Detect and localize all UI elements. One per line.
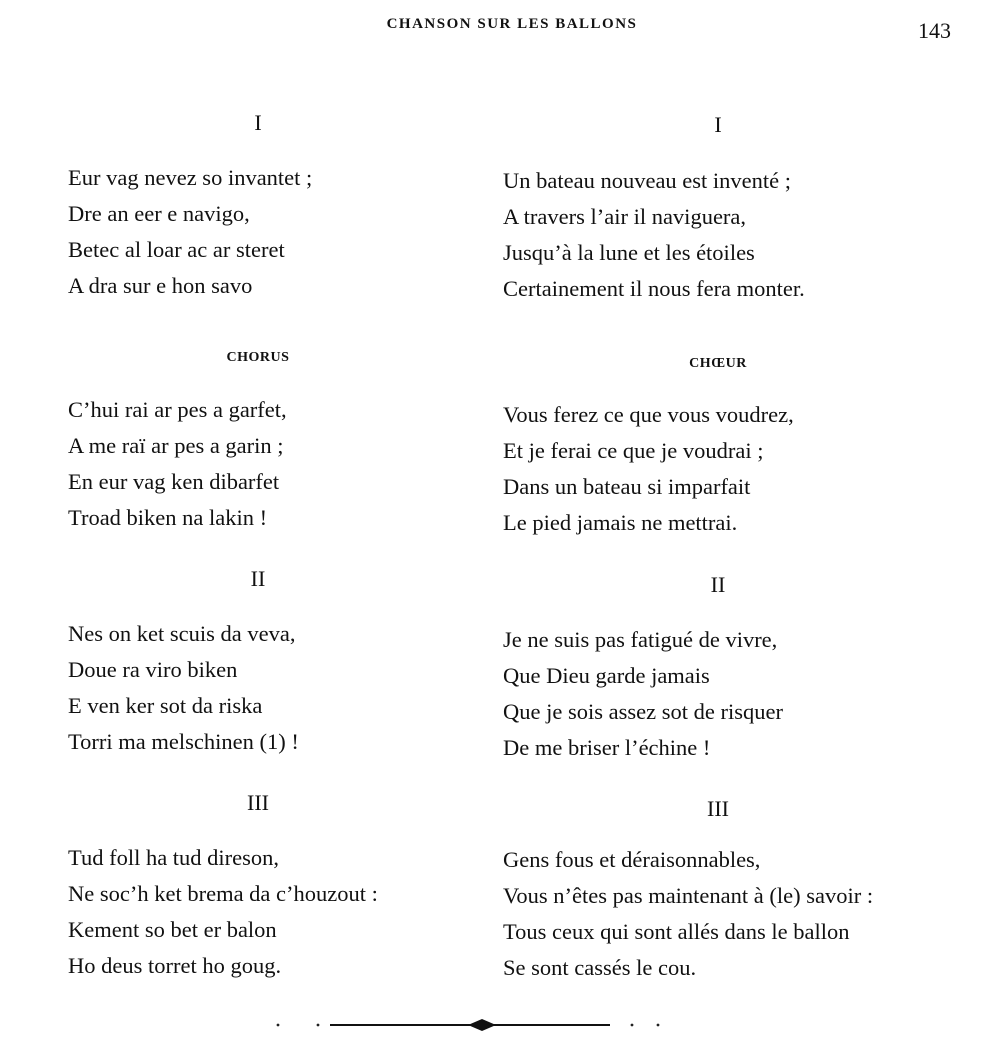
verse-line: Le pied jamais ne mettrai. bbox=[503, 510, 738, 535]
verse-line: Jusqu’à la lune et les étoiles bbox=[503, 240, 755, 265]
verse-line: Dans un bateau si imparfait bbox=[503, 474, 751, 499]
chorus-stanza bbox=[68, 392, 287, 536]
verse-line: A me raï ar pes a garin ; bbox=[68, 433, 284, 458]
verse-line: A travers l’air il naviguera, bbox=[503, 204, 747, 229]
verse-line: Vous n’êtes pas maintenant à (le) savoir : bbox=[503, 883, 874, 908]
tailpiece-ornament bbox=[270, 1012, 670, 1036]
verse-line: Doue ra viro biken bbox=[68, 657, 238, 682]
stanza bbox=[68, 616, 299, 760]
chorus-stanza bbox=[503, 397, 794, 541]
verse-line: Betec al loar ac ar steret bbox=[68, 237, 285, 262]
verse-line: Je ne suis pas fatigué de vivre, bbox=[503, 627, 778, 652]
verse-line: Kement so bet er balon bbox=[68, 917, 277, 942]
stanza-numeral: II bbox=[250, 566, 266, 591]
stanza bbox=[503, 842, 873, 986]
verse-line: Ho deus torret ho goug. bbox=[68, 953, 282, 978]
verse-line: Que je sois assez sot de risquer bbox=[503, 699, 783, 724]
verse-line: Que Dieu garde jamais bbox=[503, 663, 710, 688]
verse-line: Certainement il nous fera monter. bbox=[503, 276, 805, 301]
stanza-numeral: I bbox=[254, 110, 262, 135]
stanza bbox=[503, 163, 805, 307]
verse-line: Tud foll ha tud direson, bbox=[68, 845, 280, 870]
verse-line: Ne soc’h ket brema da c’houzout : bbox=[68, 881, 378, 906]
page-number: 143 bbox=[918, 18, 951, 43]
verse-line: Torri ma melschinen (1) ! bbox=[68, 729, 299, 754]
verse-line: Gens fous et déraisonnables, bbox=[503, 847, 761, 872]
stanza bbox=[68, 160, 312, 304]
chorus-label: CHORUS bbox=[226, 350, 290, 365]
stanza-numeral: III bbox=[247, 790, 269, 815]
verse-line: Troad biken na lakin ! bbox=[68, 505, 268, 530]
verse-line: Vous ferez ce que vous voudrez, bbox=[503, 402, 794, 427]
stanza bbox=[68, 840, 378, 984]
verse-line: Nes on ket scuis da veva, bbox=[68, 621, 296, 646]
verse-line: Un bateau nouveau est inventé ; bbox=[503, 168, 792, 193]
verse-line: A dra sur e hon savo bbox=[68, 273, 253, 298]
verse-line: De me briser l’échine ! bbox=[503, 735, 711, 760]
running-head bbox=[0, 16, 985, 33]
verse-line: C’hui rai ar pes a garfet, bbox=[68, 397, 287, 422]
verse-line: Dre an eer e navigo, bbox=[68, 201, 250, 226]
verse-line: Se sont cassés le cou. bbox=[503, 955, 697, 980]
stanza bbox=[503, 622, 783, 766]
stanza-numeral: III bbox=[707, 796, 729, 821]
verse-line: Et je ferai ce que je voudrai ; bbox=[503, 438, 764, 463]
verse-line: E ven ker sot da riska bbox=[68, 693, 263, 718]
verse-line: Tous ceux qui sont allés dans le ballon bbox=[503, 919, 850, 944]
page-title: CHANSON SUR LES BALLONS bbox=[386, 16, 638, 32]
stanza-numeral: I bbox=[714, 112, 722, 137]
verse-line: En eur vag ken dibarfet bbox=[68, 469, 280, 494]
chorus-label: CHŒUR bbox=[689, 356, 747, 371]
stanza-numeral: II bbox=[710, 572, 726, 597]
verse-line: Eur vag nevez so invantet ; bbox=[68, 165, 313, 190]
